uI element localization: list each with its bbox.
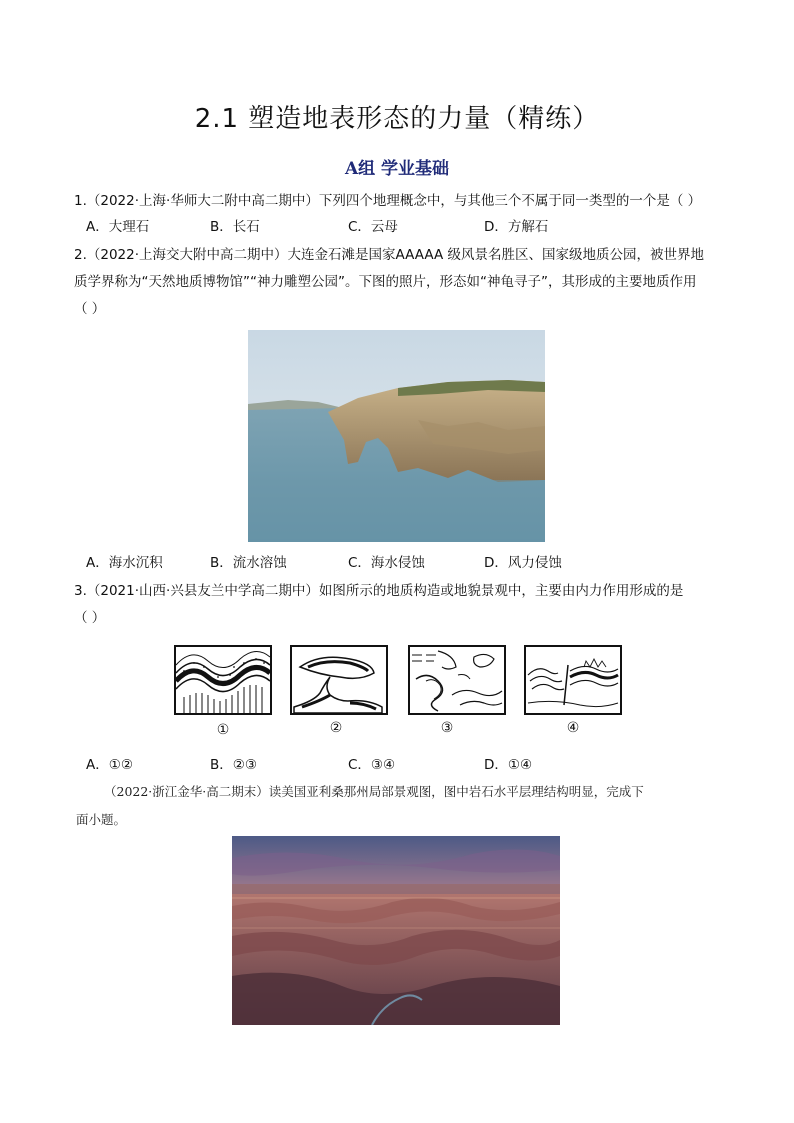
q3-option-d: D．①④ (484, 757, 533, 773)
question-2-line-2: 质学界称为“天然地质博物馆”“神力雕塑公园”。下图的照片，形态如“神龟寻子”，其形成的主要地质作用 (74, 274, 697, 290)
figure-4-label: ④ (566, 720, 580, 736)
group-note-line-1: （2022·浙江金华·高二期末）读美国亚利桑那州局部景观图，图中岩石水平层理结构明显，完成下 (104, 784, 644, 799)
question-2-line-1: 2.（2022·上海交大附中高二期中）大连金石滩是国家AAAAA 级风景名胜区、国家级地质公园，被世界地 (74, 247, 704, 263)
q1-option-d: D．方解石 (484, 219, 549, 235)
question-2-options (86, 550, 706, 577)
q2-option-a: A．海水沉积 (86, 555, 163, 571)
figure-2-mushroom-rock (290, 645, 388, 715)
q1-option-b: B．长石 (210, 219, 260, 235)
canyon-photo (232, 836, 560, 1025)
figure-4-fault-strata (524, 645, 622, 715)
coastal-arch-photo (248, 330, 545, 542)
question-2-line-3: （ ） (74, 301, 106, 317)
river-landform-icon (408, 645, 506, 715)
section-heading: A组 学业基础 (344, 159, 450, 179)
question-3-line-1: 3.（2021·山西·兴县友兰中学高二期中）如图所示的地质构造或地貌景观中，主要由内力作用形成的是 (74, 583, 684, 599)
q1-option-c: C．云母 (348, 219, 398, 235)
q3-option-c: C．③④ (348, 757, 396, 773)
question-3-options (86, 752, 706, 779)
q3-option-a: A．①② (86, 757, 133, 773)
q2-option-b: B．流水溶蚀 (210, 555, 287, 571)
figure-3-label: ③ (440, 720, 454, 736)
figure-1-label: ① (216, 722, 230, 738)
q1-option-a: A．大理石 (86, 219, 150, 235)
mushroom-rock-icon (290, 645, 388, 715)
coastal-arch-image (248, 330, 545, 542)
grand-canyon-image (232, 836, 560, 1025)
question-3-line-2: （ ） (74, 610, 106, 626)
figure-2-label: ② (329, 720, 343, 736)
fold-diagram-icon (174, 645, 272, 715)
q2-option-d: D．风力侵蚀 (484, 555, 562, 571)
q2-option-c: C．海水侵蚀 (348, 555, 425, 571)
page-title: 2.1 塑造地表形态的力量（精练） (194, 104, 600, 134)
question-1-options (86, 214, 706, 241)
group-note-line-2: 面小题。 (76, 812, 127, 827)
figure-3-river-landform (408, 645, 506, 715)
q3-option-b: B．②③ (210, 757, 257, 773)
figure-1-folded-strata (174, 645, 272, 715)
fault-diagram-icon (524, 645, 622, 715)
question-1-stem: 1.（2022·上海·华师大二附中高二期中）下列四个地理概念中，与其他三个不属于同一类型的一个是（ ） (74, 193, 702, 209)
